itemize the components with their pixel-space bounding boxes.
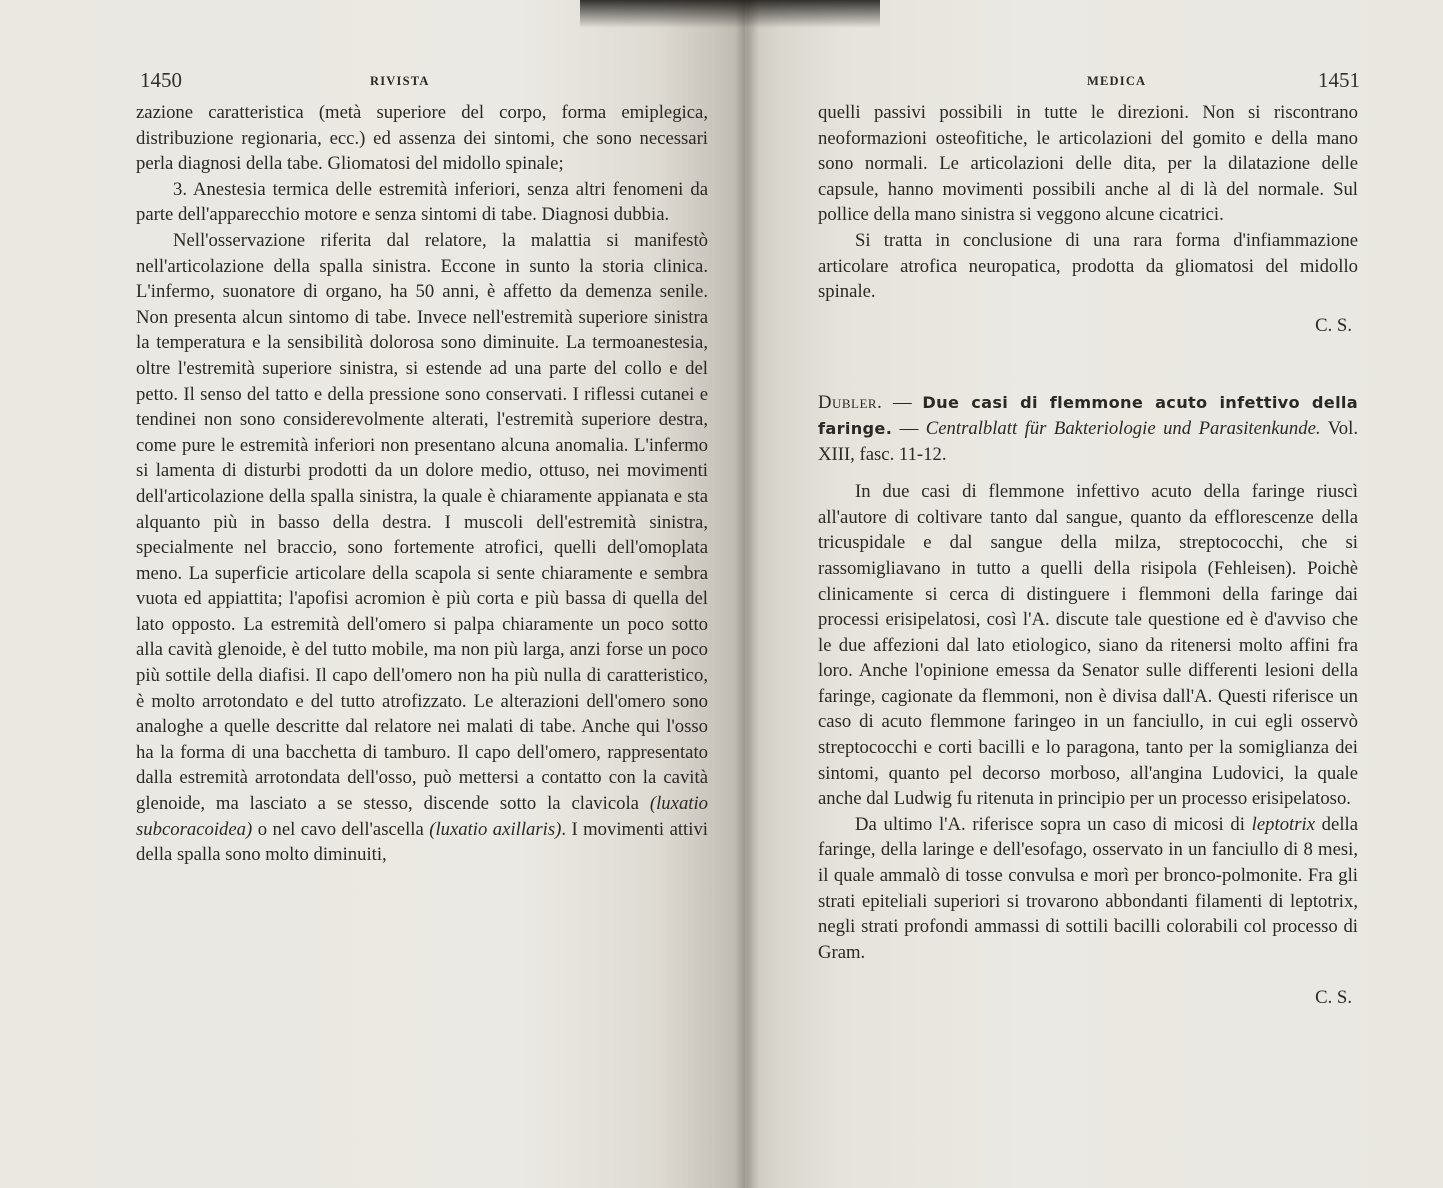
right-page xyxy=(745,0,1443,1188)
left-page-number: 1450 xyxy=(140,68,182,92)
case-report-mid: o nel cavo dell'ascella xyxy=(252,818,430,840)
left-page-header xyxy=(140,68,710,96)
review-author: Dubler. xyxy=(818,392,883,414)
signature-first: C. S. xyxy=(1315,314,1352,336)
review-dash-1: — xyxy=(882,392,923,414)
left-running-title: RIVISTA xyxy=(370,74,430,88)
right-page-number: 1451 xyxy=(1318,68,1360,92)
book-gutter xyxy=(735,0,759,1188)
luxatio-axillaris: (luxatio axillaris) xyxy=(429,818,562,840)
case-report-tail: . I movimenti attivi della spalla sono molto diminuiti, xyxy=(136,818,708,866)
review-paragraph-2-tail: della faringe, della laringe e dell'esofago, osservato in un fanciullo di 8 mesi, il quale ammalò di tosse convulsa e morì per bronco-polmonite. Fra gli strati epiteliali superiori si trovarono abbondanti filamenti di leptotrix, negli strati profondi ammassi di sottili bacilli colorabili col processo di Gram. xyxy=(818,813,1359,963)
paragraph-case-report xyxy=(136,228,708,868)
right-page-body xyxy=(818,100,1358,1011)
luxatio-subcoracoidea: (luxatio subcoracoidea) xyxy=(136,793,709,840)
signature-second: C. S. xyxy=(1315,987,1352,1009)
review-dash-2: — xyxy=(892,417,926,439)
review-volume: Vol. XIII, fasc. 11-12. xyxy=(818,417,1358,465)
right-page-header xyxy=(815,68,1360,96)
review-title: Due casi di flemmone acuto infettivo della faringe. xyxy=(818,393,1359,438)
review-heading xyxy=(818,390,1358,467)
leptotrix-term: leptotrix xyxy=(1251,813,1315,835)
paragraph-continuation-right: quelli passivi possibili in tutte le direzioni. Non si riscontrano neoformazioni osteofitiche, le articolazioni del gomito e della mano sono normali. Le articolazioni delle dita, per la dilatazione delle capsule, hanno movimenti possibili anche al di là del normale. Sul pollice della mano sinistra si veggono alcune cicatrici. xyxy=(818,102,1358,226)
review-journal: Centralblatt für Bakteriologie und Parasitenkunde. xyxy=(925,417,1321,439)
left-page-body xyxy=(136,100,708,868)
review-paragraph-1: In due casi di flemmone infettivo acuto della faringe riuscì all'autore di coltivare tanto dal sangue, quanto da efflorescenze della tricuspidale e dal sangue della milza, streptococchi, che si rassomigliavano in tutto a quelli della risipola (Fehleisen). Poichè clinicamente si cerca di distinguere i flemmoni della faringe dai processi erisipelatosi, così l'A. discute tale questione ed è d'avviso che le due affezioni dal lato etiologico, siano da ritenersi molto affini fra loro. Anche l'opinione emessa da Senator sulle differenti lesioni della faringe, cagionate da flemmoni, non è divisa dall'A. Questi riferisce un caso di acuto flemmone faringeo in un fanciullo, in cui egli osservò streptococchi e corti bacilli e lo paragona, tanto per la somiglianza dei sintomi, quanto pel decorso morboso, all'angina Ludovici, la quale anche dal Ludwig fu ritenuta in principio per un processo erisipelatoso. xyxy=(818,481,1358,810)
paragraph-conclusion: Si tratta in conclusione di una rara forma d'infiammazione articolare atrofica neuropatica, prodotta da gliomatosi del midollo spinale. xyxy=(818,229,1358,303)
review-paragraph-2 xyxy=(818,812,1358,966)
paragraph-item-3: 3. Anestesia termica delle estremità inferiori, senza altri fenomeni da parte dell'apparecchio motore e senza sintomi di tabe. Diagnosi dubbia. xyxy=(136,178,708,226)
paragraph-continuation: zazione caratteristica (metà superiore del corpo, forma emiplegica, distribuzione regionaria, ecc.) ed assenza dei sintomi, che sono necessari perla diagnosi della tabe. Gliomatosi del midollo spinale; xyxy=(136,102,708,175)
review-paragraph-2-head: Da ultimo l'A. riferisce sopra un caso di micosi di xyxy=(855,813,1252,835)
spine-shadow xyxy=(580,0,880,28)
right-running-title: MEDICA xyxy=(1087,74,1147,88)
case-report-text: Nell'osservazione riferita dal relatore, la malattia si manifestò nell'articolazione della spalla sinistra. Eccone in sunto la storia clinica. L'infermo, suonatore di organo, ha 50 anni, è affetto da demenza senile. Non presenta alcun sintomo di tabe. Invece nell'estremità superiore sinistra la temperatura e la sensibilità dolorosa sono diminuite. La termoanestesia, oltre l'estremità superiore sinistra, si estende ad una parte del collo e del petto. Il senso del tatto e della pressione sono conservati. I riflessi cutanei e tendinei non sono considerevolmente alterati, l'estremità superiore destra, come pure le estremità inferiori non presentano alcuna anomalia. L'infermo si lamenta di disturbi prodotti da un dolore medio, ottuso, nei movimenti dell'articolazione della spalla sinistra, la quale è chiaramente appianata e sta alquanto più in basso della destra. I muscoli dell'estremità sinistra, specialmente nel braccio, sono fortemente atrofici, quelli dell'omoplata meno. La superficie articolare della scapola si sente chiaramente e sembra vuota ed appiattita; l'apofisi acromion è più corta e più bassa di quella del lato opposto. La estremità dell'omero si palpa chiaramente un poco sotto alla cavità glenoide, è del tutto mobile, ma non più larga, anzi forse un poco più sottile della diafisi. Il capo dell'omero non ha più nulla di caratteristico, è molto arrotondato e del tutto atrofizzato. Le alterazioni dell'omero sono analoghe a quelle descritte dal relatore nei malati di tabe. Anche qui l'osso ha la forma di una bacchetta di tamburo. Il capo dell'omero, rappresentato dalla estremità arrotondata dell'osso, può mettersi a contatto con la cavità glenoide, ma lasciato a se stesso, discende sotto la clavicola xyxy=(136,229,708,815)
